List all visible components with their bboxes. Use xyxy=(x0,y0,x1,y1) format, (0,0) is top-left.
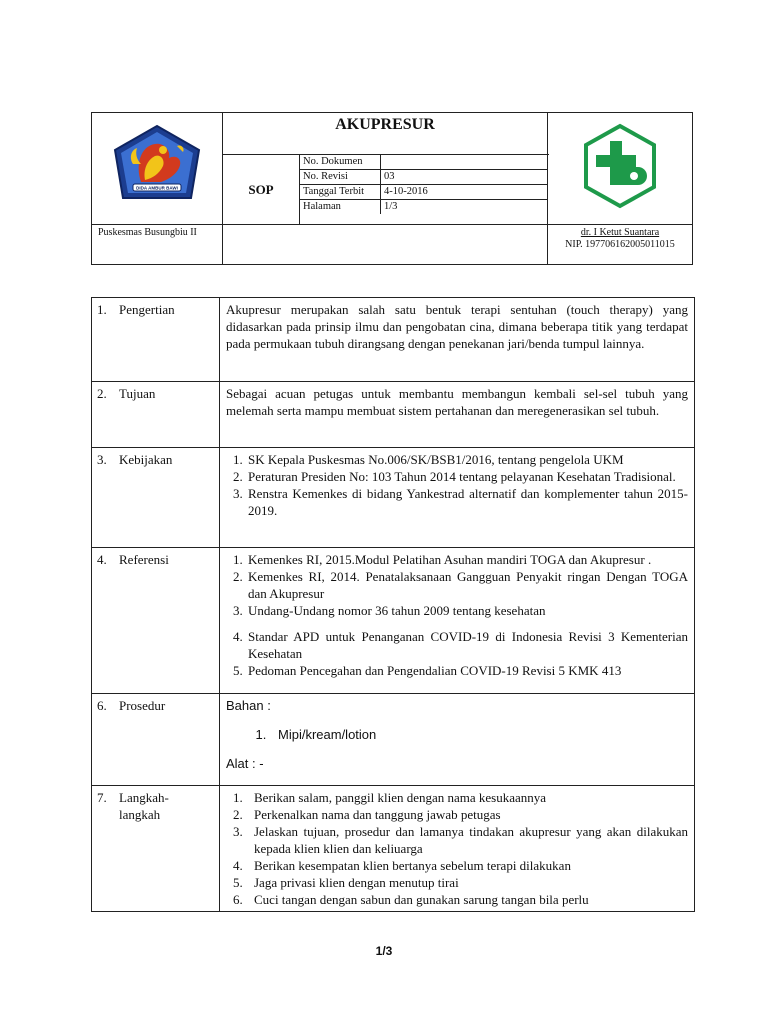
list-item: 1. Berikan salam, panggil klien dengan nama kesukaannya xyxy=(246,789,688,806)
section-label xyxy=(92,548,220,694)
section-label xyxy=(92,786,220,912)
meta-value: 1/3 xyxy=(381,200,548,215)
list-item: 1. Mipi/kream/lotion xyxy=(270,726,688,743)
referensi-list xyxy=(226,551,688,679)
row-prosedur xyxy=(92,694,695,786)
signer-name: dr. I Ketut Suantara xyxy=(580,227,660,238)
signer-nip: NIP. 197706162005011015 xyxy=(565,239,675,250)
meta-row xyxy=(300,185,547,200)
blank-cell xyxy=(223,225,548,265)
list-item: 1. SK Kepala Puskesmas No.006/SK/BSB1/2016, tentang pengelola UKM xyxy=(246,451,688,468)
list-item: 4. Standar APD untuk Penanganan COVID-19 di Indonesia Revisi 3 Kementerian Kesehatan xyxy=(246,628,688,662)
row-pengertian xyxy=(92,298,695,382)
meta-label: No. Revisi xyxy=(300,170,381,185)
section-body: Sebagai acuan petugas untuk membantu membangun kembali sel-sel tubuh yang melemah serta mampu membuat sistem pertahanan dan meregenerasikan sel tubuh. xyxy=(220,382,695,448)
section-title: Pengertian xyxy=(119,302,175,317)
list-item: 2. Peraturan Presiden No: 103 Tahun 2014 tentang pelayanan Kesehatan Tradisional. xyxy=(246,468,688,485)
meta-value: 4-10-2016 xyxy=(381,185,548,200)
meta-label: No. Dokumen xyxy=(300,155,381,170)
section-title-line: Langkah- xyxy=(119,790,169,805)
regency-logo-cell xyxy=(92,113,223,225)
alat-label: Alat : - xyxy=(226,756,264,771)
meta-label: Halaman xyxy=(300,200,381,215)
bahan-list xyxy=(226,726,688,743)
list-item: 4. Berikan kesempatan klien bertanya sebelum terapi dilakukan xyxy=(246,857,688,874)
sop-content-table xyxy=(91,297,695,912)
meta-label: Tanggal Terbit xyxy=(300,185,381,200)
section-body xyxy=(220,786,695,912)
section-label xyxy=(92,382,220,448)
meta-row xyxy=(300,170,547,185)
bahan-label: Bahan : xyxy=(226,698,271,713)
health-logo-cell xyxy=(548,113,693,225)
section-number: 4. xyxy=(97,552,107,567)
section-number: 3. xyxy=(97,452,107,467)
row-langkah xyxy=(92,786,695,912)
section-title: Prosedur xyxy=(119,698,166,713)
list-item: 6. Cuci tangan dengan sabun dan gunakan sarung tangan bila perlu xyxy=(246,891,688,908)
row-tujuan xyxy=(92,382,695,448)
list-item: 5. Pedoman Pencegahan dan Pengendalian COVID-19 Revisi 5 KMK 413 xyxy=(246,662,688,679)
org-name: Puskesmas Busungbiu II xyxy=(92,225,223,265)
document-title: AKUPRESUR xyxy=(223,113,548,155)
list-item: 1. Kemenkes RI, 2015.Modul Pelatihan Asuhan mandiri TOGA dan Akupresur . xyxy=(246,551,688,568)
meta-value: 03 xyxy=(381,170,548,185)
list-item: 2. Kemenkes RI, 2014. Penatalaksanaan Gangguan Penyakit ringan Dengan TOGA dan Akupresur xyxy=(246,568,688,602)
meta-row xyxy=(300,200,547,215)
section-title xyxy=(119,789,169,823)
section-body: Akupresur merupakan salah satu bentuk terapi sentuhan (touch therapy) yang didasarkan pada prinsip ilmu dan pengobatan cina, dimana beberapa titik yang terdapat pada permukaan tubuh dirangsang dengan penekanan jari/benda tumpul lainnya. xyxy=(220,298,695,382)
document-header xyxy=(91,112,693,265)
regency-crest-icon xyxy=(111,124,203,208)
meta-cell xyxy=(300,155,548,225)
row-referensi xyxy=(92,548,695,694)
meta-row xyxy=(300,155,547,170)
list-item: 3. Renstra Kemenkes di bidang Yankestrad alternatif dan komplementer tahun 2015-2019. xyxy=(246,485,688,519)
signer-block xyxy=(548,225,693,265)
langkah-list xyxy=(226,789,688,908)
section-label xyxy=(92,694,220,786)
section-body xyxy=(220,548,695,694)
puskesmas-logo-icon xyxy=(582,123,658,209)
section-number: 7. xyxy=(97,790,107,805)
sop-label: SOP xyxy=(223,155,300,225)
row-kebijakan xyxy=(92,448,695,548)
section-label xyxy=(92,448,220,548)
list-item: 3. Undang-Undang nomor 36 tahun 2009 tentang kesehatan xyxy=(246,602,688,619)
list-item: 2. Perkenalkan nama dan tanggung jawab petugas xyxy=(246,806,688,823)
section-title: Referensi xyxy=(119,552,169,567)
section-title: Tujuan xyxy=(119,386,156,401)
section-number: 6. xyxy=(97,698,107,713)
section-number: 1. xyxy=(97,302,107,317)
meta-table xyxy=(300,155,547,214)
list-item: 3. Jelaskan tujuan, prosedur dan lamanya tindakan akupresur yang akan dilakukan kepada klien klien dan keliuarga xyxy=(246,823,688,857)
section-number: 2. xyxy=(97,386,107,401)
crest-banner-text: DIDA AMBUR BAWI xyxy=(136,185,178,191)
list-item: 5. Jaga privasi klien dengan menutup tirai xyxy=(246,874,688,891)
section-title: Kebijakan xyxy=(119,452,173,467)
section-body xyxy=(220,694,695,786)
kebijakan-list xyxy=(226,451,688,519)
section-title-line: langkah xyxy=(119,807,161,822)
section-body xyxy=(220,448,695,548)
meta-value xyxy=(381,155,548,170)
section-label xyxy=(92,298,220,382)
page-number: 1/3 xyxy=(375,944,393,958)
